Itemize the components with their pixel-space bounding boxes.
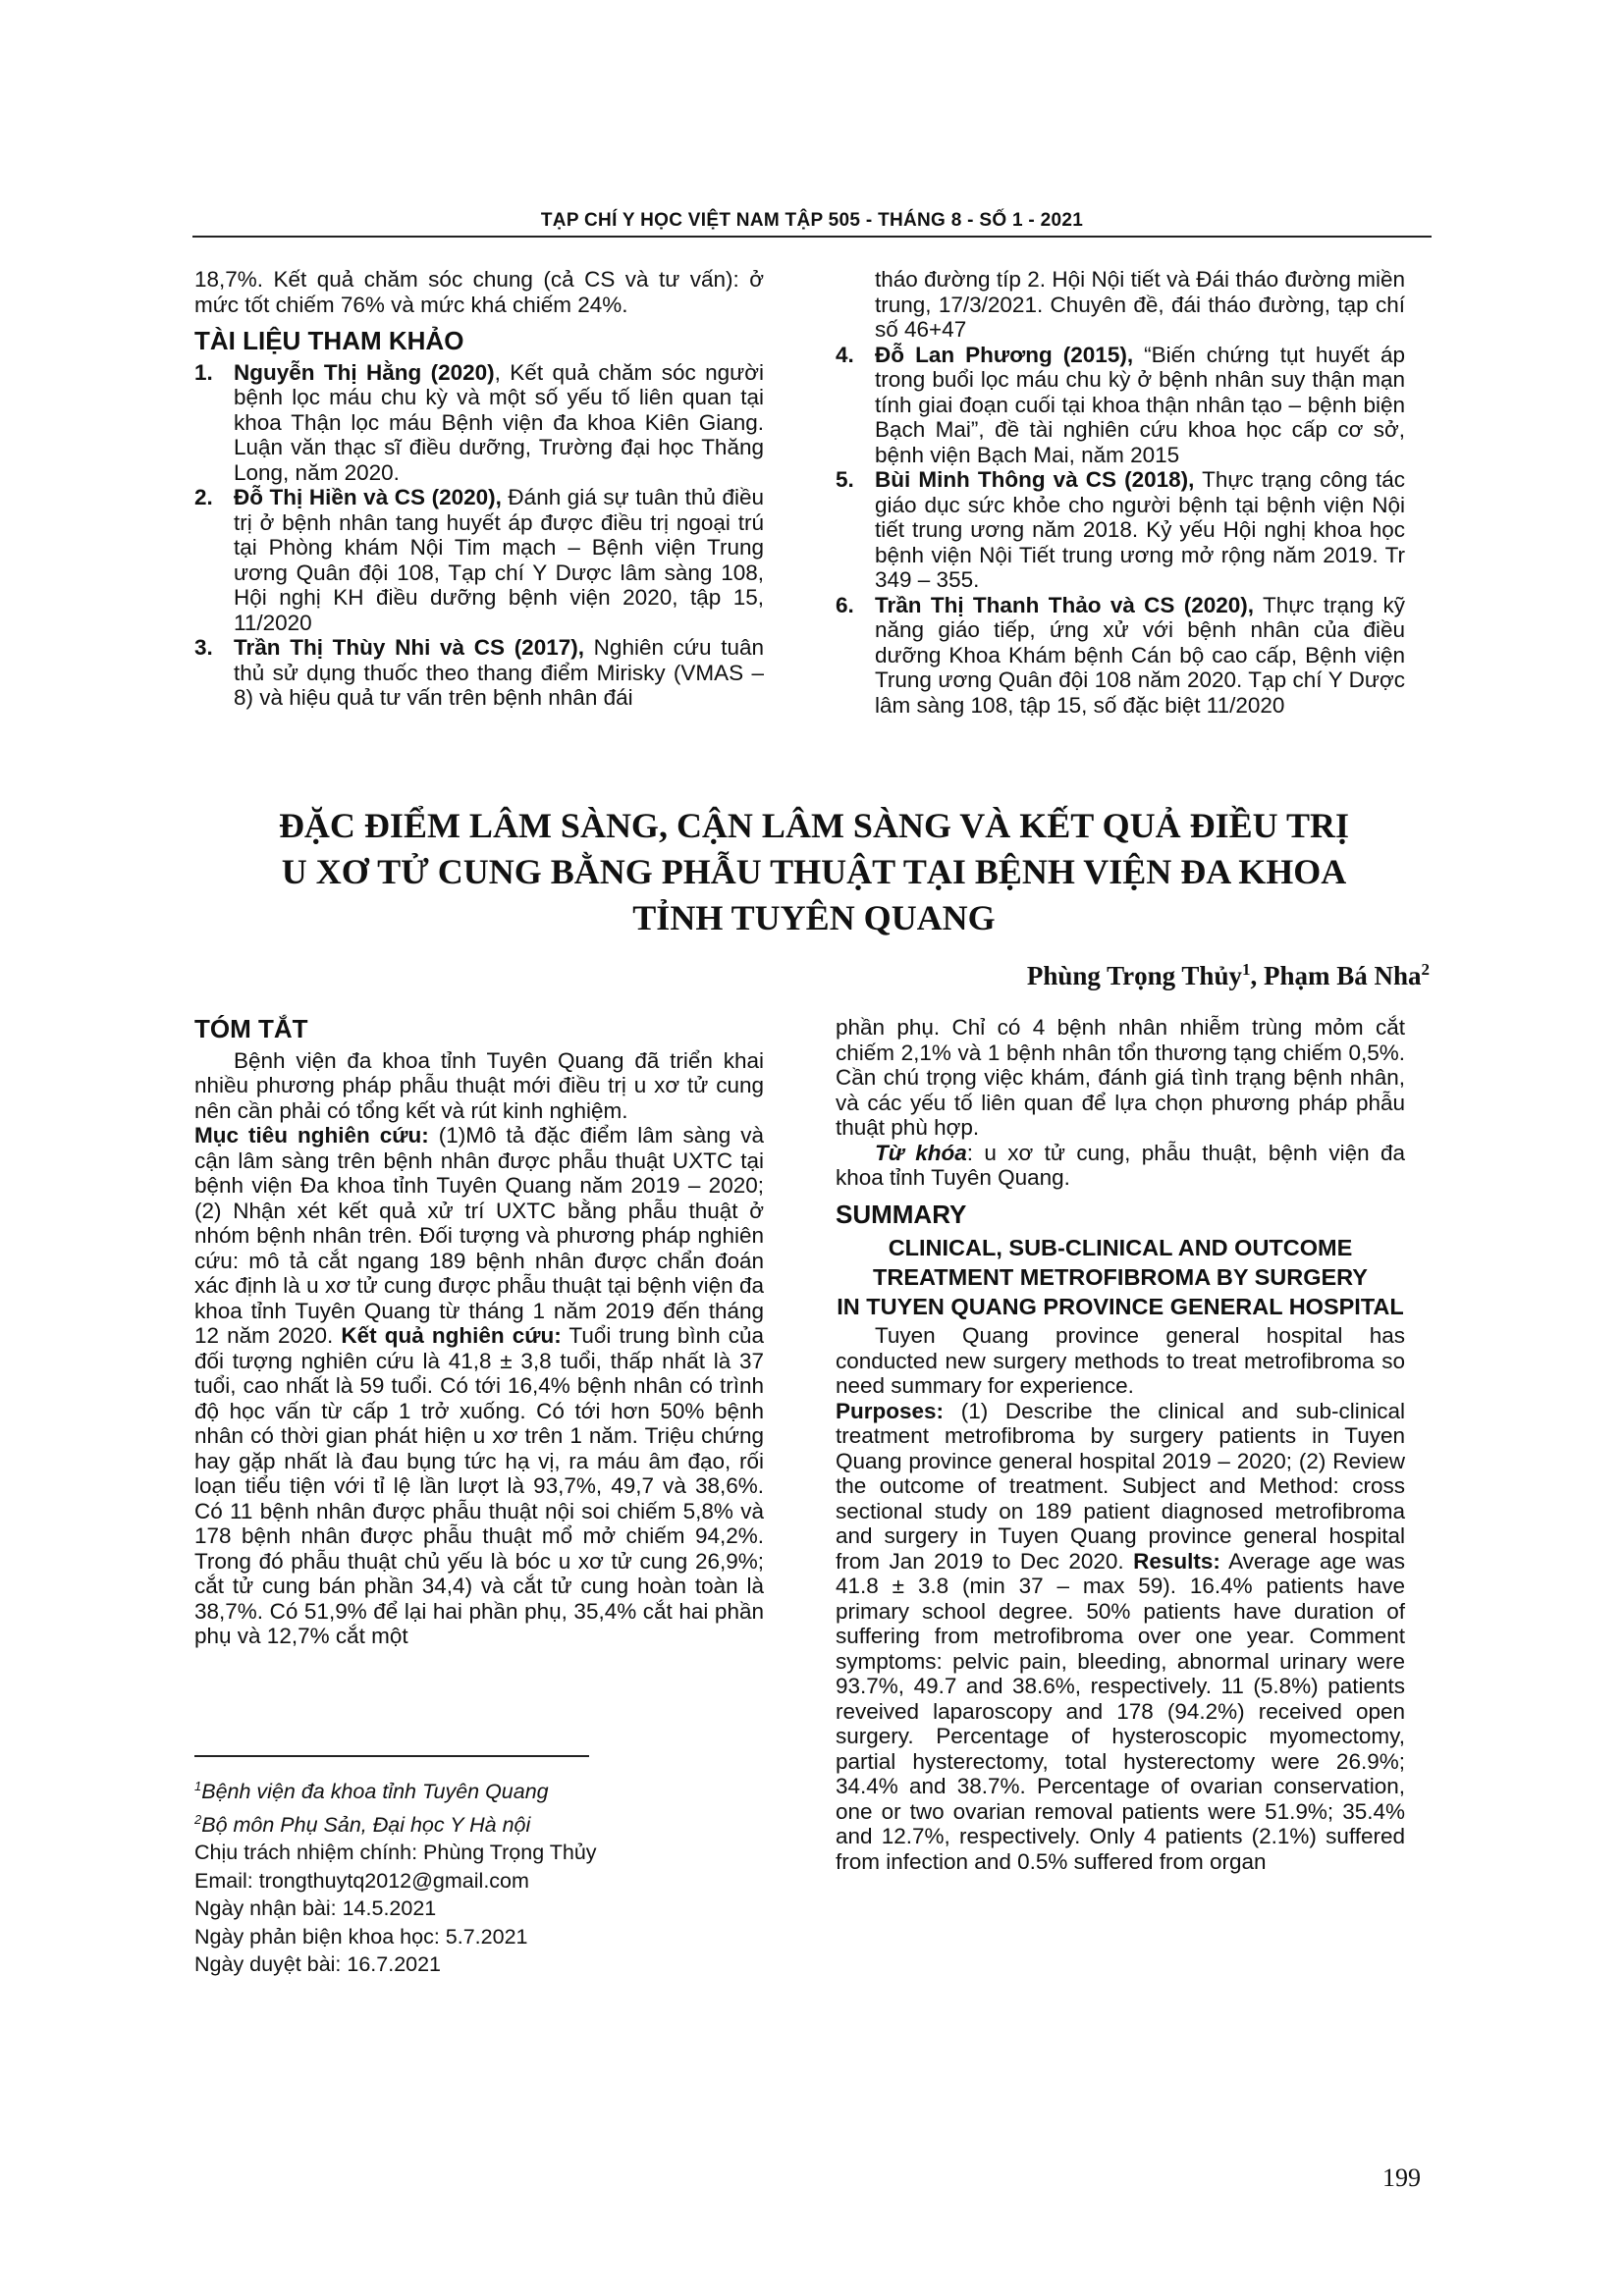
date-reviewed: Ngày phản biện khoa học: 5.7.2021: [194, 1924, 528, 1949]
reference-number: 6.: [836, 592, 854, 617]
conclusion-tail: 18,7%. Kết quả chăm sóc chung (cả CS và tư vấn): ở mức tốt chiếm 76% và mức khá chiếm 24%.: [194, 267, 764, 317]
footnotes: [194, 1773, 764, 1979]
reference-item: [194, 635, 764, 711]
keywords-text: : u xơ tử cung, phẫu thuật, bệnh viện đa khoa tỉnh Tuyên Quang.: [836, 1140, 1406, 1190]
author-name: Phùng Trọng Thủy: [1026, 961, 1242, 990]
keywords: [836, 1141, 1405, 1191]
affiliation-mark: 2: [1421, 960, 1430, 979]
reference-author: Đỗ Thị Hiền và CS (2020),: [234, 485, 502, 509]
abstract-vi-body: [194, 1123, 764, 1649]
date-received: Ngày nhận bài: 14.5.2021: [194, 1896, 437, 1921]
summary-intro: Tuyen Quang province general hospital has conducted new surgery methods to treat metrofibroma so need summary for experience.: [836, 1323, 1405, 1398]
reference-number: 1.: [194, 359, 213, 385]
author-separator: ,: [1250, 961, 1264, 990]
article-title-line: TỈNH TUYÊN QUANG: [632, 898, 996, 937]
reference-text: , Kết quả chăm sóc người bệnh lọc máu chu kỳ và một số yếu tố liên quan tại khoa Thận lọc máu Bệnh viện đa khoa Kiên Giang. Luận văn thạc sĩ điều dưỡng, Trường đại học Thăng Long, năm 2020.: [234, 359, 764, 485]
reference-tail-pre: tháo đường típ 2: [875, 267, 1040, 292]
reference-text: Nghiên cứu tuân thủ sử dụng thuốc theo thang điểm Mirisky (VMAS – 8) và hiệu quả tư vấn trên bệnh nhân đái: [234, 635, 764, 710]
date-accepted: Ngày duyệt bài: 16.7.2021: [194, 1952, 442, 1977]
page-number: 199: [1382, 2163, 1421, 2192]
reference-number: 5.: [836, 467, 854, 492]
abstract-right-column: [836, 1015, 1405, 1874]
affiliation-mark: 1: [1241, 960, 1251, 979]
reference-item: [194, 360, 764, 486]
article-title: [194, 803, 1434, 941]
results-label-en: Results:: [1133, 1548, 1220, 1574]
results-label: Kết quả nghiên cứu:: [341, 1323, 562, 1348]
abstract-vi-intro: Bệnh viện đa khoa tỉnh Tuyên Quang đã triển khai nhiều phương pháp phẫu thuật mới điều trị u xơ tử cung nên cần phải có tổng kết và rút kinh nghiệm.: [194, 1047, 764, 1123]
reference-text: Thực trạng công tác giáo dục sức khỏe cho người bệnh tại bệnh viện Nội tiết trung ương năm 2018. Kỷ yếu Hội nghị khoa học bệnh viện Nội Tiết trung ương mở rộng năm 2019. Tr 349 – 355.: [875, 467, 1405, 592]
reference-number: 4.: [836, 342, 854, 367]
article-title-line: U XƠ TỬ CUNG BẰNG PHẪU THUẬT TẠI BỆNH VIỆN ĐA KHOA: [281, 852, 1347, 891]
affiliation-mark: 2: [194, 1811, 202, 1827]
summary-body: [836, 1399, 1405, 1875]
reference-continuation: [836, 267, 1405, 343]
objective-label: Mục tiêu nghiên cứu:: [194, 1123, 429, 1148]
english-title: [836, 1233, 1405, 1321]
references-heading: TÀI LIỆU THAM KHẢO: [194, 326, 464, 355]
reference-item: [194, 485, 764, 635]
article-title-line: ĐẶC ĐIỂM LÂM SÀNG, CẬN LÂM SÀNG VÀ KẾT QUẢ ĐIỀU TRỊ: [278, 806, 1350, 845]
english-title-line: IN TUYEN QUANG PROVINCE GENERAL HOSPITAL: [837, 1294, 1404, 1319]
results-text-en: Average age was 41.8 ± 3.8 (min 37 – max 59). 16.4% patients have primary school degree. 50% patients have duration of suffering from metrofibroma over one year. Comment symptoms: pelvic pain, bleeding, abnormal urinary were 93.7%, 49.7 and 38.6%, respectively. 11 (5.8%) patients reveived laparoscopy and 178 (94.2%) received open surgery. Percentage of hysteroscopic myomectomy, partial hysterectomy, total hysterectomy were 26.9%; 34.4% and 38.7%. Percentage of ovarian conservation, one or two ovarian removal patients were 51.9%; 35.4% and 12.7%, respectively. Only 4 patients (2.1%) suffered from infection and 0.5% suffered from organ: [836, 1548, 1405, 1874]
reference-item: [836, 467, 1405, 593]
summary-heading: SUMMARY: [836, 1199, 967, 1229]
previous-article-left-column: [194, 267, 764, 711]
reference-text: Đánh giá sự tuân thủ điều trị ở bệnh nhân tang huyết áp được điều trị ngoại trú tại Phòng khám Nội Tim mạch – Bệnh viện Trung ương Quân đội 108, Tạp chí Y Dược lâm sàng 108, Hội nghị KH điều dưỡng bệnh viện 2020, tập 15, 11/2020: [234, 485, 764, 635]
abstract-vi-continuation: phần phụ. Chỉ có 4 bệnh nhân nhiễm trùng mỏm cắt chiếm 2,1% và 1 bệnh nhân tổn thương tạng chiếm 0,5%. Cần chú trọng việc khám, đánh giá tình trạng bệnh nhân, và các yếu tố liên quan để lựa chọn phương pháp phẫu thuật phù hợp.: [836, 1015, 1405, 1140]
email: Email: trongthuytq2012@gmail.com: [194, 1868, 529, 1893]
english-title-line: CLINICAL, SUB-CLINICAL AND OUTCOME: [888, 1235, 1353, 1260]
reference-author: Bùi Minh Thông và CS (2018),: [875, 467, 1195, 492]
running-header: TẠP CHÍ Y HỌC VIỆT NAM TẬP 505 - THÁNG 8 - SỐ 1 - 2021: [540, 210, 1084, 231]
purposes-label: Purposes:: [836, 1398, 945, 1423]
abstract-vi-column: [194, 1014, 764, 1649]
reference-author: Nguyễn Thị Hằng (2020): [234, 359, 495, 385]
reference-item: [836, 343, 1405, 468]
responsible-author: Chịu trách nhiệm chính: Phùng Trọng Thủy: [194, 1841, 597, 1865]
abstract-vi-heading: TÓM TẮT: [194, 1014, 308, 1043]
english-title-line: TREATMENT METROFIBROMA BY SURGERY: [873, 1264, 1368, 1290]
footnote-rule: [194, 1755, 589, 1757]
reference-number: 3.: [194, 635, 213, 660]
keywords-label: Từ khóa: [875, 1140, 967, 1165]
reference-author: Trần Thị Thanh Thảo và CS (2020),: [875, 592, 1255, 617]
objective-text: (1)Mô tả đặc điểm lâm sàng và cận lâm sàng trên bệnh nhân được phẫu thuật UXTC tại bệnh viện Đa khoa tỉnh Tuyên Quang năm 2019 – 2020; (2) Nhận xét kết quả xử trí UXTC bằng phẫu thuật ở nhóm bệnh nhân trên. Đối tượng và phương pháp nghiên cứu: mô tả cắt ngang 189 bệnh nhân được chẩn đoán xác định là u xơ tử cung được phẫu thuật tại bệnh viện đa khoa tỉnh Tuyên Quang từ tháng 1 năm 2019 đến tháng 12 năm 2020.: [194, 1123, 764, 1348]
reference-author: Trần Thị Thùy Nhi và CS (2017),: [234, 635, 584, 660]
results-text: Tuổi trung bình của đối tượng nghiên cứu là 41,8 ± 3,8 tuổi, thấp nhất là 37 tuổi, cao nhất là 59 tuổi. Có tới 16,4% bệnh nhân có trình độ học vấn từ cấp 1 trở xuống. Có tới hơn 50% bệnh nhân có thời gian phát hiện u xơ trên 1 năm. Triệu chứng hay gặp nhất là đau bụng tức hạ vị, ra máu âm đạo, rối loạn tiểu tiện với tỉ lệ lần lượt là 93,7%, 49,7 và 38,6%. Có 11 bệnh nhân được phẫu thuật nội soi chiếm 5,8% và 178 bệnh nhân được phẫu thuật mổ mở chiếm 94,2%. Trong đó phẫu thuật chủ yếu là bóc u xơ tử cung 26,9%; cắt tử cung bán phần 34,4) và cắt tử cung hoàn toàn là 38,7%. Có 51,9% để lại hai phần phụ, 35,4% cắt hai phần phụ và 12,7% cắt một: [194, 1323, 764, 1648]
author-name: Phạm Bá Nha: [1263, 961, 1422, 990]
reference-author: Đỗ Lan Phương (2015),: [875, 342, 1145, 367]
reference-text: Thực trạng kỹ năng giáo tiếp, ứng xử với bệnh nhân của điều dưỡng Khoa Khám bệnh Cán bộ cao cấp, Bệnh viện Trung ương Quân đội 108 năm 2020. Tạp chí Y Dược lâm sàng 108, tập 15, số đặc biệt 11/2020: [875, 592, 1406, 718]
purposes-text: (1) Describe the clinical and sub-clinical treatment metrofibroma by surgery patients in Tuyen Quang province general hospital 2019 – 2020; (2) Review the outcome of treatment. Subject and Method: cross sectional study on 189 patient diagnosed metrofibroma and surgery in Tuyen Quang province general hospital from Jan 2019 to Dec 2020.: [836, 1398, 1405, 1574]
reference-text: “Biến chứng tụt huyết áp trong buổi lọc máu chu kỳ ở bệnh nhân suy thận mạn tính giai đoạn cuối tại khoa thận nhân tạo – bệnh biện Bạch Mai”, đề tài nghiên cứu khoa học cấp cơ sở, bệnh viện Bạch Mai, năm 2015: [875, 342, 1405, 467]
affiliation-2: $^2$Bộ môn Phụ Sản, Đại học Y Hà nội: [194, 1811, 531, 1837]
previous-article-right-column: [836, 267, 1405, 718]
article-authors: [1027, 960, 1430, 991]
affiliation-1: $^1$Bệnh viện đa khoa tỉnh Tuyên Quang: [194, 1779, 549, 1804]
reference-number: 2.: [194, 485, 213, 509]
reference-tail-post: . Hội Nội tiết và Đái tháo đường miền trung, 17/3/2021. Chuyên đề, đái tháo đường, tạp chí số 46+47: [875, 267, 1405, 342]
affiliation-mark: 1: [194, 1779, 202, 1793]
header-rule: [192, 236, 1432, 238]
reference-item: [836, 593, 1405, 719]
